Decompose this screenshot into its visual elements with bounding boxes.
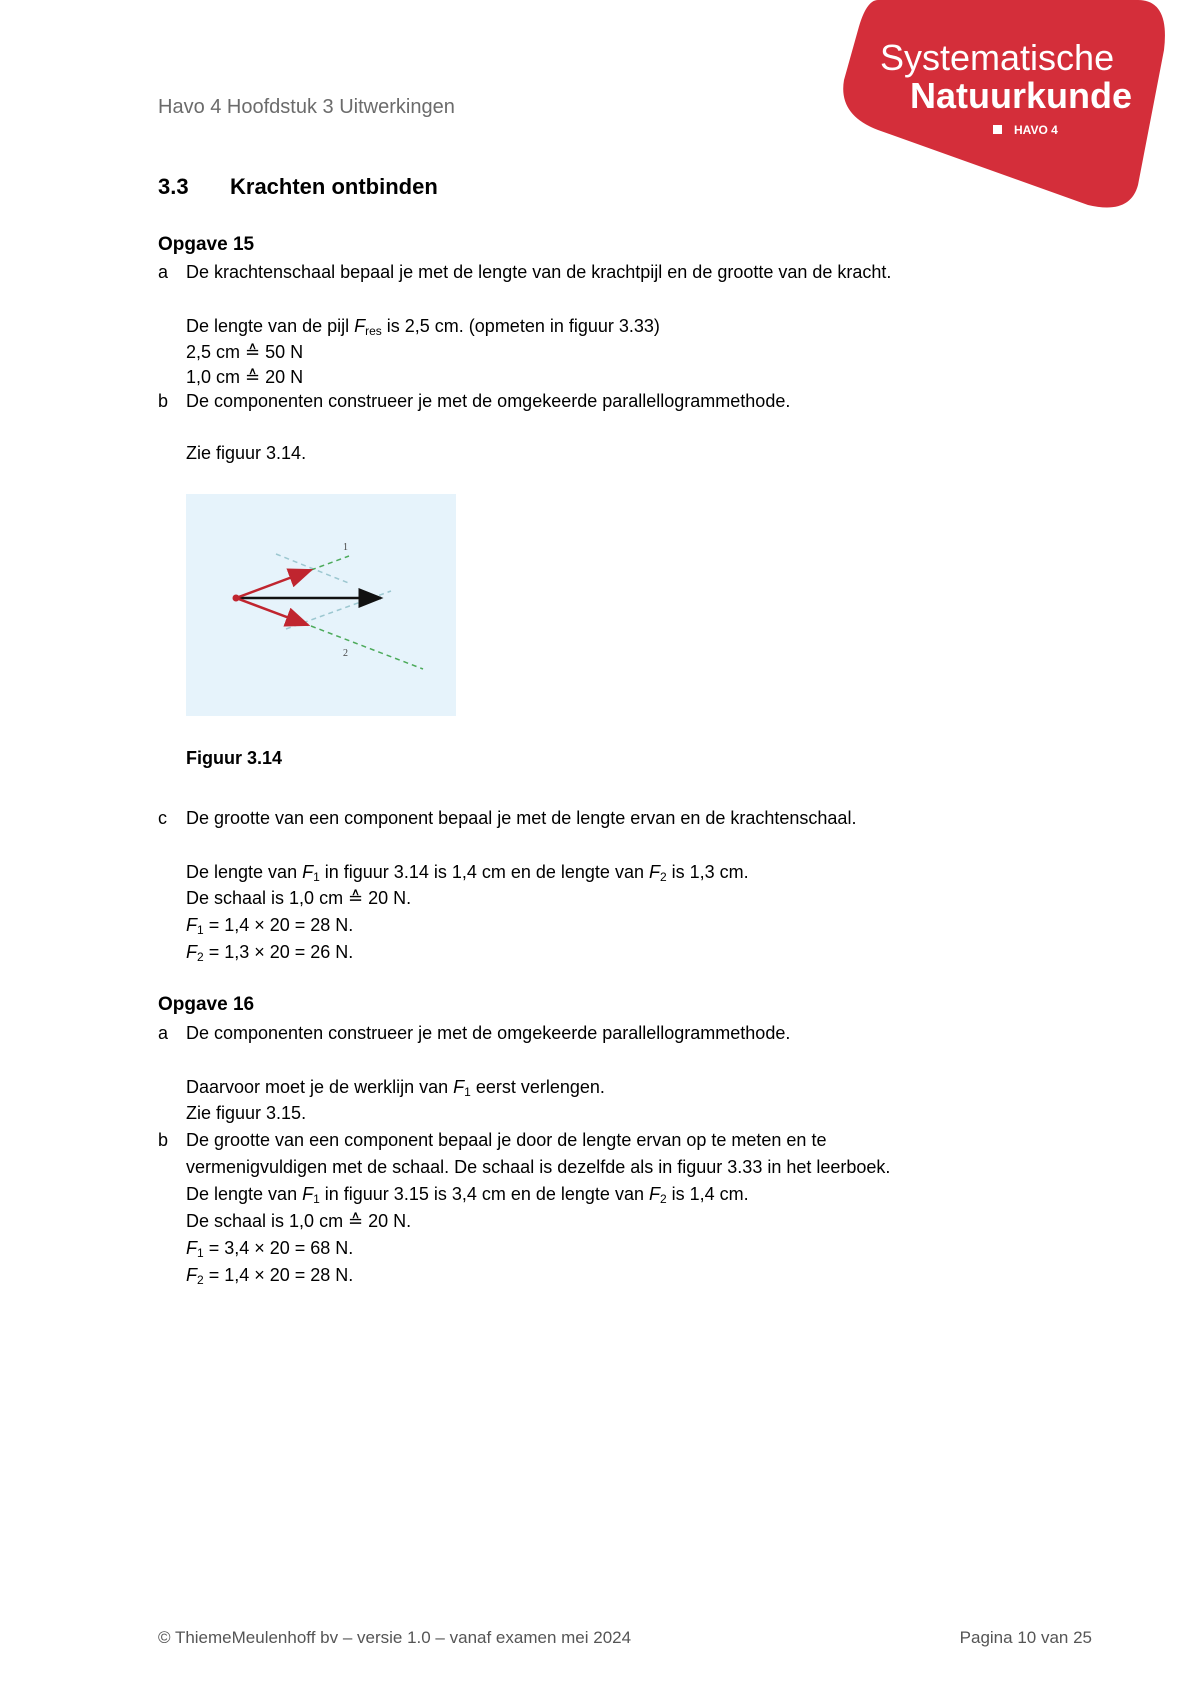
logo-badge: HAVO 4 [1014,123,1058,137]
figure-label-1: 1 [343,542,348,553]
opgave-16-b-line-3: $F_1 = 3,4 \times 20 = 68$ N. [186,1238,354,1260]
footer-copyright: © ThiemeMeulenhoff bv – versie 1.0 – vanaf examen mei 2024 [158,1628,632,1647]
opgave-16-b-text-2: vermenigvuldigen met de schaal. De schaal is dezelfde als in figuur 3.33 in het leerboek. [186,1157,891,1177]
opgave-15-b-letter: b [158,391,169,411]
opgave-16-a-line-2: Zie figuur 3.15. [186,1103,307,1123]
opgave-15-title: Opgave 15 [158,234,255,255]
opgave-15-c-line-4: $F_2 = 1,3 \times 20 = 26$ N. [186,942,354,964]
point-of-application [233,595,240,602]
opgave-16-b-line-4: $F_2 = 1,4 \times 20 = 28$ N. [186,1265,354,1287]
section-heading [158,174,438,200]
opgave-15-a-line-3: 1,0 cm ≙ 20 N [186,367,304,387]
opgave-16-a-letter: a [158,1023,169,1043]
logo-line-1: Systematische [880,37,1115,78]
opgave-16-b-text-1: De grootte van een component bepaal je door de lengte ervan op te meten en te [186,1130,827,1150]
opgave-16-a-text: De componenten construeer je met de omgekeerde parallellogrammethode. [186,1023,791,1043]
opgave-15-b-text: De componenten construeer je met de omgekeerde parallellogrammethode. [186,391,791,411]
opgave-16-b-letter: b [158,1130,169,1150]
figure-label-2: 2 [343,648,348,659]
opgave-16-a-line-1: Daarvoor moet je de werklijn van $F_1$ eerst verlengen. [186,1077,605,1099]
opgave-15-a-letter: a [158,262,169,282]
opgave-15-c-letter: c [158,808,167,828]
opgave-15-c-text: De grootte van een component bepaal je met de lengte ervan en de krachtenschaal. [186,808,857,828]
section-number: 3.3 [158,174,189,199]
opgave-15-a-line-1: De lengte van de pijl $F_{res}$ is 2,5 cm. (opmeten in figuur 3.33) [186,316,660,338]
opgave-15-a-text: De krachtenschaal bepaal je met de lengte van de krachtpijl en de grootte van de kracht. [186,262,892,282]
publisher-logo [838,0,1170,212]
opgave-15-c-line-3: $F_1 = 1,4 \times 20 = 28$ N. [186,915,354,937]
opgave-15-a-line-2: 2,5 cm ≙ 50 N [186,342,304,362]
component-f2-arrow [236,598,308,625]
figure-3-14 [186,494,456,716]
werklijn-2 [311,626,423,669]
section-title: Krachten ontbinden [230,174,438,199]
figure-caption: Figuur 3.14 [186,748,283,768]
opgave-15-b-line-1: Zie figuur 3.14. [186,443,307,463]
opgave-16-b-line-1: De lengte van $F_1$ in figuur 3.15 is 3,4 cm en de lengte van $F_2$ is 1,4 cm. [186,1184,749,1206]
opgave-15-c-line-2: De schaal is 1,0 cm ≙ 20 N. [186,888,412,908]
opgave-16-b-line-2: De schaal is 1,0 cm ≙ 20 N. [186,1211,412,1231]
opgave-16-title: Opgave 16 [158,994,255,1015]
logo-badge-square-icon [993,125,1002,134]
component-f1-arrow [236,570,311,598]
document-header-title: Havo 4 Hoofdstuk 3 Uitwerkingen [158,96,455,118]
werklijn-1 [311,556,349,570]
logo-line-2: Natuurkunde [910,75,1133,116]
footer-page-number: Pagina 10 van 25 [959,1628,1092,1647]
opgave-15-c-line-1: De lengte van $F_1$ in figuur 3.14 is 1,4 cm en de lengte van $F_2$ is 1,3 cm. [186,862,749,884]
